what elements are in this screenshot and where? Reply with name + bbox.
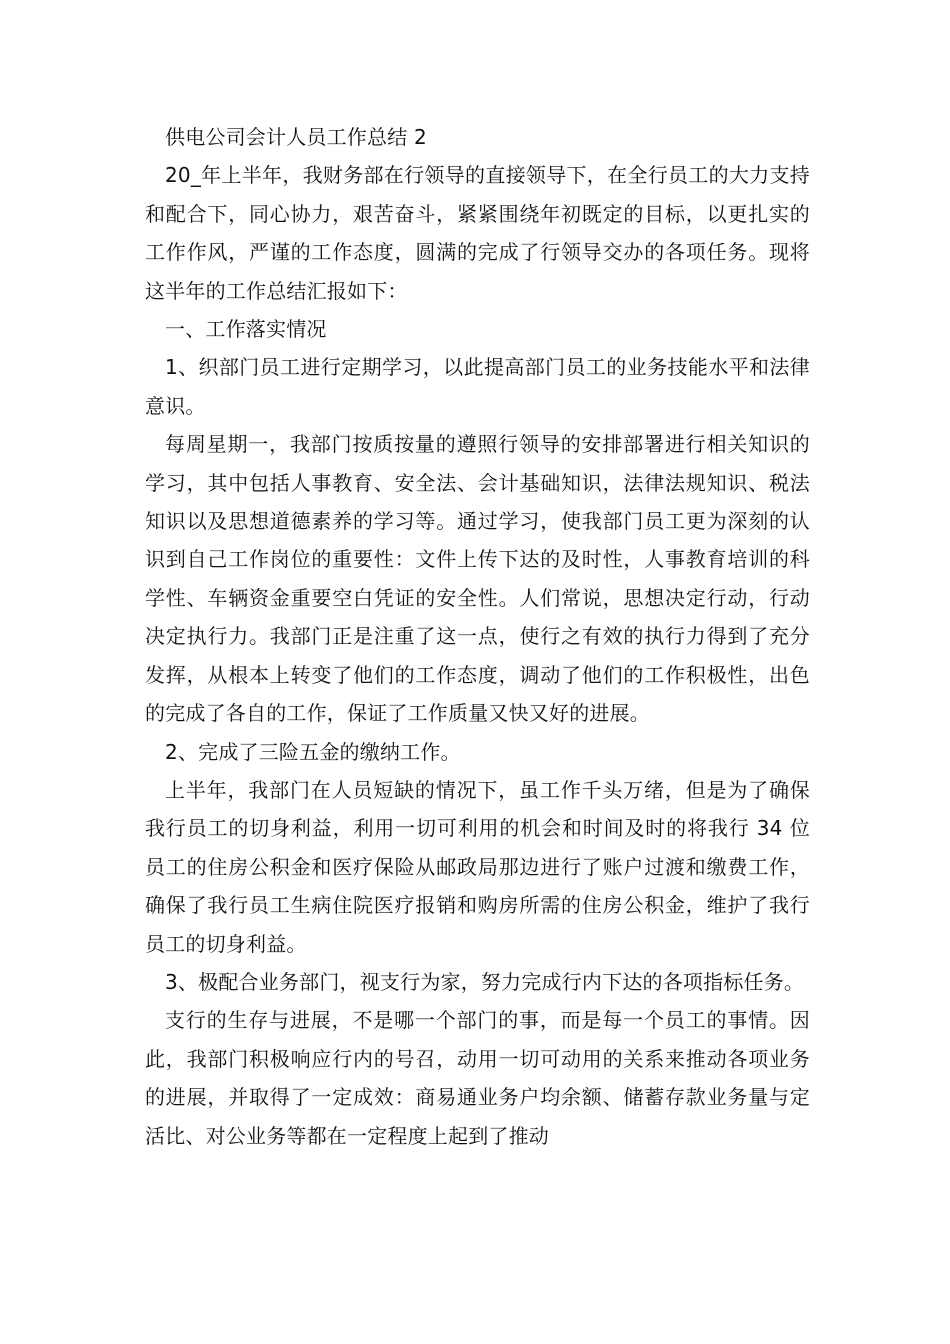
item-heading-2: 2、完成了三险五金的缴纳工作。 xyxy=(165,739,461,764)
document-body xyxy=(145,118,810,1155)
paragraph-study: 每周星期一，我部门按质按量的遵照行领导的安排部署进行相关知识的学习，其中包括人事教育、安全法、会计基础知识，法律法规知识、税法知识以及思想道德素养的学习等。通过学习，使我部门员工更为深刻的认识到自己工作岗位的重要性：文件上传下达的及时性，人事教育培训的科学性、车辆资金重要空白凭证的安全性。人们常说，思想决定行动，行动决定执行力。我部门正是注重了这一点，使行之有效的执行力得到了充分发挥，从根本上转变了他们的工作态度，调动了他们的工作积极性，出色的完成了各自的工作，保证了工作质量又快又好的进展。 xyxy=(145,432,810,726)
item-heading-3: 3、极配合业务部门，视支行为家，努力完成行内下达的各项指标任务。 xyxy=(165,969,805,994)
section-heading-1: 一、工作落实情况 xyxy=(165,317,327,342)
paragraph-intro: 20_年上半年，我财务部在行领导的直接领导下，在全行员工的大力支持和配合下，同心协力，艰苦奋斗，紧紧围绕年初既定的目标，以更扎实的工作作风，严谨的工作态度，圆满的完成了行领导交办的各项任务。现将这半年的工作总结汇报如下： xyxy=(145,163,810,303)
item-heading-1: 1、织部门员工进行定期学习，以此提高部门员工的业务技能水平和法律意识。 xyxy=(145,355,810,418)
paragraph-insurance: 上半年，我部门在人员短缺的情况下，虽工作千头万绪，但是为了确保我行员工的切身利益，利用一切可利用的机会和时间及时的将我行 34 位员工的住房公积金和医疗保险从邮政局那边进行了账户过渡和缴费工作，确保了我行员工生病住院医疗报销和购房所需的住房公积金，维护了我行员工的切身利益。 xyxy=(145,777,810,956)
paragraph-business: 支行的生存与进展，不是哪一个部门的事，而是每一个员工的事情。因此，我部门积极响应行内的号召，动用一切可动用的关系来推动各项业务的进展，并取得了一定成效：商易通业务户均余额、储蓄存款业务量与定活比、对公业务等都在一定程度上起到了推动 xyxy=(145,1008,810,1148)
document-title: 供电公司会计人员工作总结 2 xyxy=(165,125,427,149)
